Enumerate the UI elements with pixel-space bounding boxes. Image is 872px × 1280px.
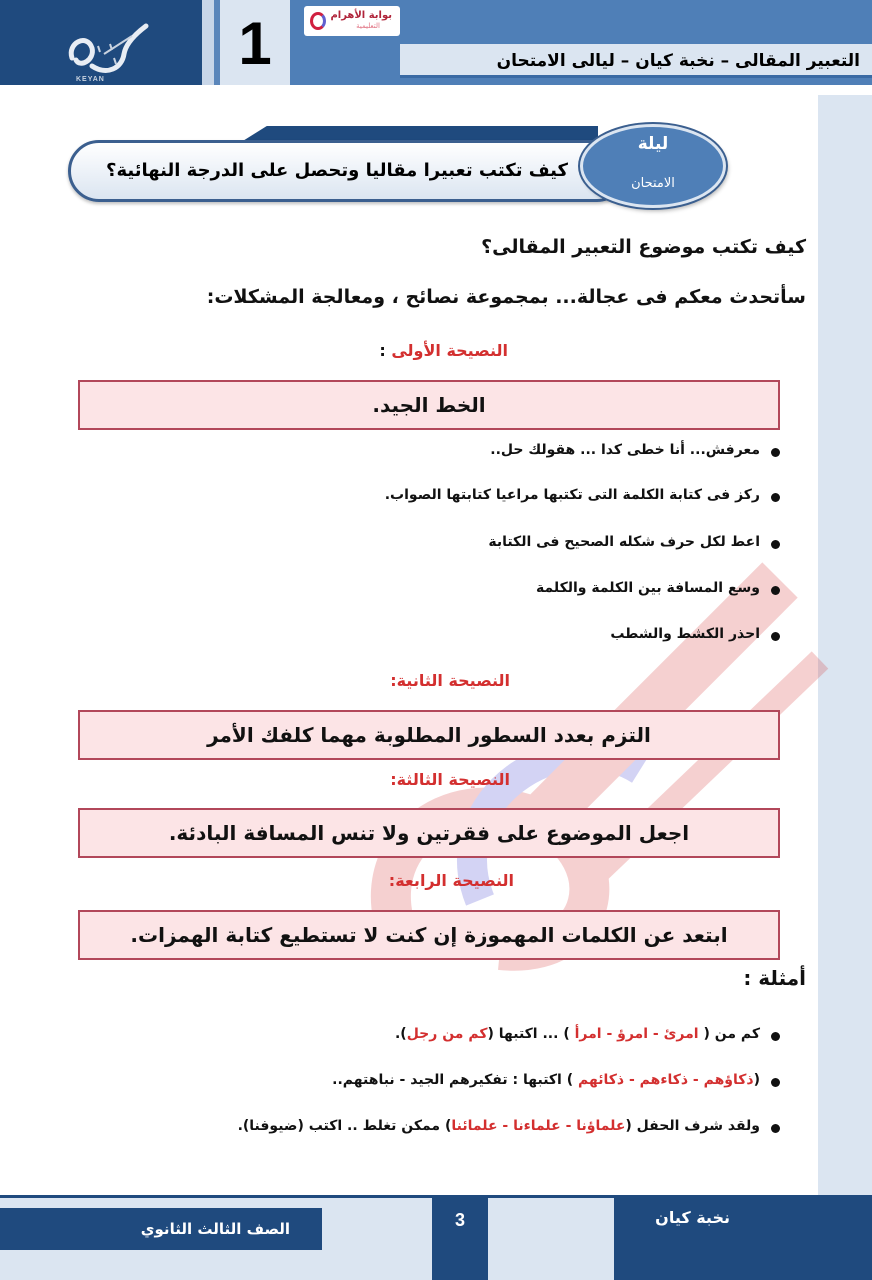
right-sidebar-strip [818, 95, 872, 1195]
bullet-text: احذر الكشط والشطب [610, 626, 760, 642]
intro-question: كيف تكتب موضوع التعبير المقالى؟ [481, 236, 806, 258]
example-text: كم من ( [698, 1026, 760, 1042]
example-highlight: كم من رجل [406, 1026, 488, 1042]
bullet-icon [771, 1124, 780, 1133]
example-item [80, 1072, 780, 1118]
list-item [160, 580, 780, 626]
header-page-number: 1 [238, 10, 272, 77]
list-item [160, 626, 780, 656]
tip-heading-2: النصيحة الثانية: [390, 671, 510, 690]
tip-heading-4: النصيحة الرابعة: [388, 871, 514, 890]
partner-logo-mark [310, 12, 326, 30]
bullet-icon [771, 540, 780, 549]
example-text: ( [753, 1072, 760, 1088]
keyan-logo [62, 18, 152, 80]
banner-question: كيف تكتب تعبيرا مقاليا وتحصل على الدرجة النهائية؟ [106, 160, 568, 181]
header-title: التعبير المقالى – نخبة كيان – ليالى الامتحان [496, 51, 860, 71]
example-item [80, 1118, 780, 1148]
banner-badge-line1: ليلة [637, 134, 669, 154]
example-highlight: علماؤنا - علماءنا - علمائنا [451, 1118, 626, 1134]
example-text: ) ممكن تغلط .. اكتب (ضيوفنا). [237, 1118, 452, 1134]
bullet-icon [771, 632, 780, 641]
example-text: ). [394, 1026, 407, 1042]
footer-page-number: 3 [454, 1210, 465, 1230]
example-highlight: ذكاؤهم - ذكاءهم - ذكائهم [578, 1072, 754, 1088]
bullet-text: ركز فى كتابة الكلمة التى تكتبها مراعيا كتابتها الصواب. [384, 487, 760, 503]
intro-statement: سأتحدث معكم فى عجالة... بمجموعة نصائح ، ومعالجة المشكلات: [206, 286, 806, 308]
tip-heading-1 [379, 341, 508, 360]
bullet-text: وسع المسافة بين الكلمة والكلمة [536, 580, 760, 596]
tip-box-2: التزم بعدد السطور المطلوبة مهما كلفك الأمر [78, 710, 780, 760]
list-item [160, 442, 780, 487]
tip-1-bullet-list [160, 442, 780, 656]
tip-heading-text: النصيحة الأولى [391, 341, 508, 360]
list-item [160, 487, 780, 534]
partner-logo-subtext: التعليمية [356, 22, 380, 30]
examples-list [80, 1026, 780, 1148]
keyan-logo-latin: KEYAN [76, 76, 105, 83]
footer-brand: نخبة كيان [655, 1208, 730, 1227]
bullet-text: معرفش... أنا خطى كدا ... هقولك حل.. [490, 442, 760, 458]
bullet-icon [771, 1032, 780, 1041]
tip-box-4: ابتعد عن الكلمات المهموزة إن كنت لا تستطيع كتابة الهمزات. [78, 910, 780, 960]
tip-box-3: اجعل الموضوع على فقرتين ولا تنس المسافة البادئة. [78, 808, 780, 858]
banner-badge-line2: الامتحان [631, 176, 675, 191]
example-text: ) اكتبها : تفكيرهم الجيد - نباهتهم.. [332, 1072, 579, 1088]
bullet-icon [771, 586, 780, 595]
footer-grade: الصف الثالث الثانوي [140, 1220, 290, 1238]
partner-logo-text: بوابة الأهرام [330, 10, 392, 21]
bullet-text: اعط لكل حرف شكله الصحيح فى الكتابة [488, 534, 760, 550]
example-text: ولقد شرف الحفل ( [625, 1118, 760, 1134]
tip-box-1: الخط الجيد. [78, 380, 780, 430]
list-item [160, 534, 780, 580]
examples-title: أمثلة : [743, 966, 806, 990]
header-stripe [202, 0, 214, 85]
example-item [80, 1026, 780, 1072]
bullet-icon [771, 448, 780, 457]
bullet-icon [771, 1078, 780, 1087]
tip-heading-colon: : [379, 341, 392, 360]
example-highlight: امرئ - امرؤ - امرأ [574, 1026, 699, 1042]
bullet-icon [771, 493, 780, 502]
example-text: ) ... اكتبها ( [487, 1026, 575, 1042]
partner-logo [304, 6, 400, 36]
tip-heading-3: النصيحة الثالثة: [390, 770, 510, 789]
